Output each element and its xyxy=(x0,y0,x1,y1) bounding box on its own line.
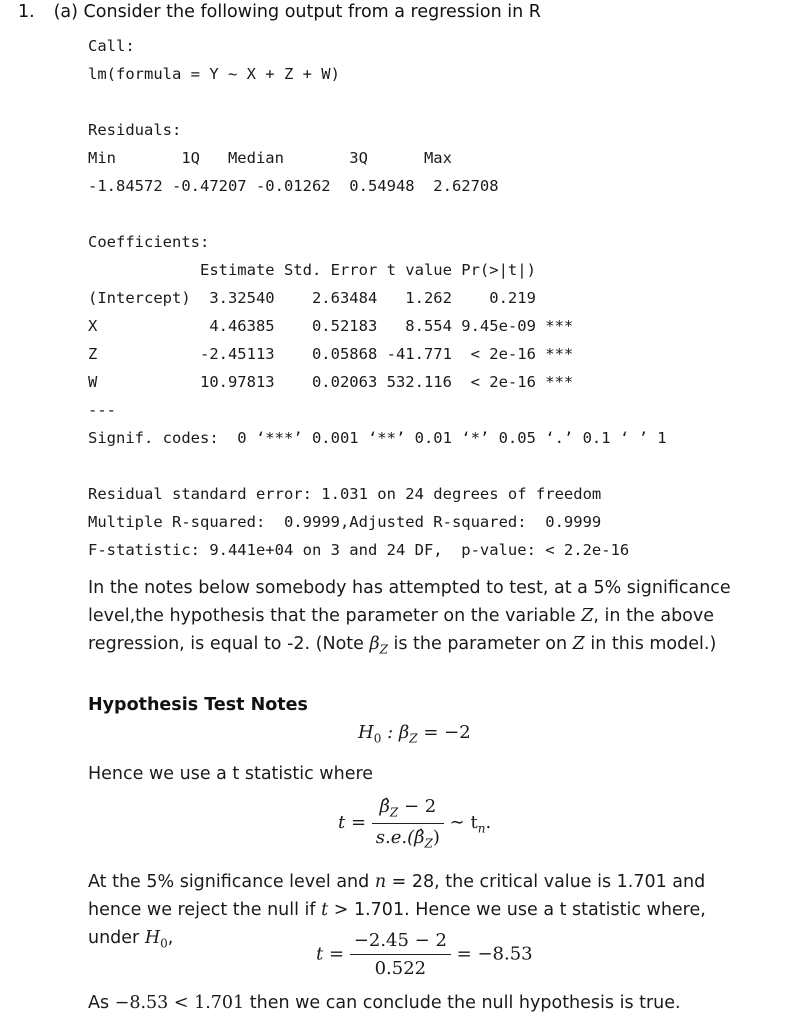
calc-rhs: = −8.53 xyxy=(456,943,533,965)
coefficients-label: Coefficients: xyxy=(88,233,210,251)
fraction-bar xyxy=(372,823,444,824)
intro-text-1: In the notes below somebody has attempted to test, at a 5% significance level,the hypothesis that the parameter on the variable xyxy=(88,578,731,626)
h0-beta: : β xyxy=(381,722,410,743)
question-header xyxy=(18,2,541,22)
conclusion-math: −8.53 < 1.701 xyxy=(114,993,245,1013)
t-statistic-formula xyxy=(338,796,491,850)
question-part: (a) xyxy=(53,2,78,22)
calc-numerator: −2.45 − 2 xyxy=(353,930,447,951)
critical-t: t xyxy=(321,900,329,920)
null-hypothesis xyxy=(358,722,471,746)
t-den-close: ) xyxy=(432,826,440,848)
t-distribution: ∼ t xyxy=(449,812,478,834)
calc-lhs: t = xyxy=(316,943,345,965)
coef-row-w: W 10.97813 0.02063 532.116 < 2e-16 *** xyxy=(88,373,574,391)
t-dist-sub: n xyxy=(477,821,486,836)
h0-letter: H xyxy=(358,722,374,743)
t-lhs: t = xyxy=(338,812,367,834)
intro-text-4: in this model.) xyxy=(584,634,717,654)
call-label: Call: xyxy=(88,37,135,55)
intro-var-z: Z xyxy=(581,606,594,626)
t-den-text: s.e.(β̂ xyxy=(375,826,425,848)
r-squared-line: Multiple R-squared: 0.9999,Adjusted R-squared: 0.9999 xyxy=(88,513,602,531)
h0-beta-sub: Z xyxy=(409,731,418,746)
calc-denominator: 0.522 xyxy=(374,958,427,979)
hence-text: Hence we use a t statistic where xyxy=(88,764,374,784)
t-den-sub: Z xyxy=(424,836,433,851)
calc-fraction xyxy=(350,930,451,979)
h0-rhs: = −2 xyxy=(417,722,471,743)
critical-text-1: At the 5% significance level and xyxy=(88,872,375,892)
conclusion-text-2: then we can conclude the null hypothesis is true. xyxy=(244,993,681,1013)
intro-text-2: , in the above regression, is equal to -2. (Note xyxy=(88,606,715,654)
h0-sub: 0 xyxy=(373,731,382,746)
coefficients-header: Estimate Std. Error t value Pr(>|t|) xyxy=(88,261,536,279)
critical-n: n xyxy=(374,872,387,892)
intro-beta: β xyxy=(369,634,380,654)
intro-var-z-2: Z xyxy=(572,634,585,654)
t-numerator xyxy=(372,796,444,820)
coef-row-intercept: (Intercept) 3.32540 2.63484 1.262 0.219 xyxy=(88,289,536,307)
intro-beta-sub: Z xyxy=(379,642,388,657)
residuals-header: Min 1Q Median 3Q Max xyxy=(88,149,452,167)
residuals-values: -1.84572 -0.47207 -0.01262 0.54948 2.62708 xyxy=(88,177,499,195)
call-formula: lm(formula = Y ~ X + Z + W) xyxy=(88,65,340,83)
critical-text-2: = 28, the critical value is 1.701 and hence we reject the null if xyxy=(88,872,706,920)
notes-heading: Hypothesis Test Notes xyxy=(88,695,308,715)
t-calculation xyxy=(316,930,533,979)
question-intro: Consider the following output from a regression in R xyxy=(83,2,541,22)
critical-text-3: > 1.701. Hence we use a t statistic where, under xyxy=(88,900,706,948)
question-number: 1. xyxy=(18,2,35,22)
t-num-beta: β̂ xyxy=(379,796,390,817)
critical-h: H xyxy=(144,928,161,948)
t-dist-end: . xyxy=(485,812,492,834)
residual-standard-error: Residual standard error: 1.031 on 24 degrees of freedom xyxy=(88,485,602,503)
conclusion-paragraph xyxy=(88,989,748,1017)
notes-intro-paragraph xyxy=(88,574,748,664)
calc-fraction-bar xyxy=(350,954,451,955)
critical-text-4: , xyxy=(167,928,174,948)
coef-row-x: X 4.46385 0.52183 8.554 9.45e-09 *** xyxy=(88,317,574,335)
t-denominator xyxy=(372,827,444,851)
separator-line: --- xyxy=(88,401,116,419)
t-num-sub: Z xyxy=(389,805,399,820)
critical-h-sub: 0 xyxy=(160,936,168,951)
f-statistic-line: F-statistic: 9.441e+04 on 3 and 24 DF, p-value: < 2.2e-16 xyxy=(88,541,630,559)
t-fraction xyxy=(372,796,444,850)
signif-codes: Signif. codes: 0 ‘***’ 0.001 ‘**’ 0.01 ‘*’ 0.05 ‘.’ 0.1 ‘ ’ 1 xyxy=(88,429,667,447)
coef-row-z: Z -2.45113 0.05868 -41.771 < 2e-16 *** xyxy=(88,345,574,363)
conclusion-text-1: As xyxy=(88,993,115,1013)
residuals-label: Residuals: xyxy=(88,121,182,139)
intro-text-3: is the parameter on xyxy=(387,634,573,654)
t-num-rest: − 2 xyxy=(398,796,437,817)
